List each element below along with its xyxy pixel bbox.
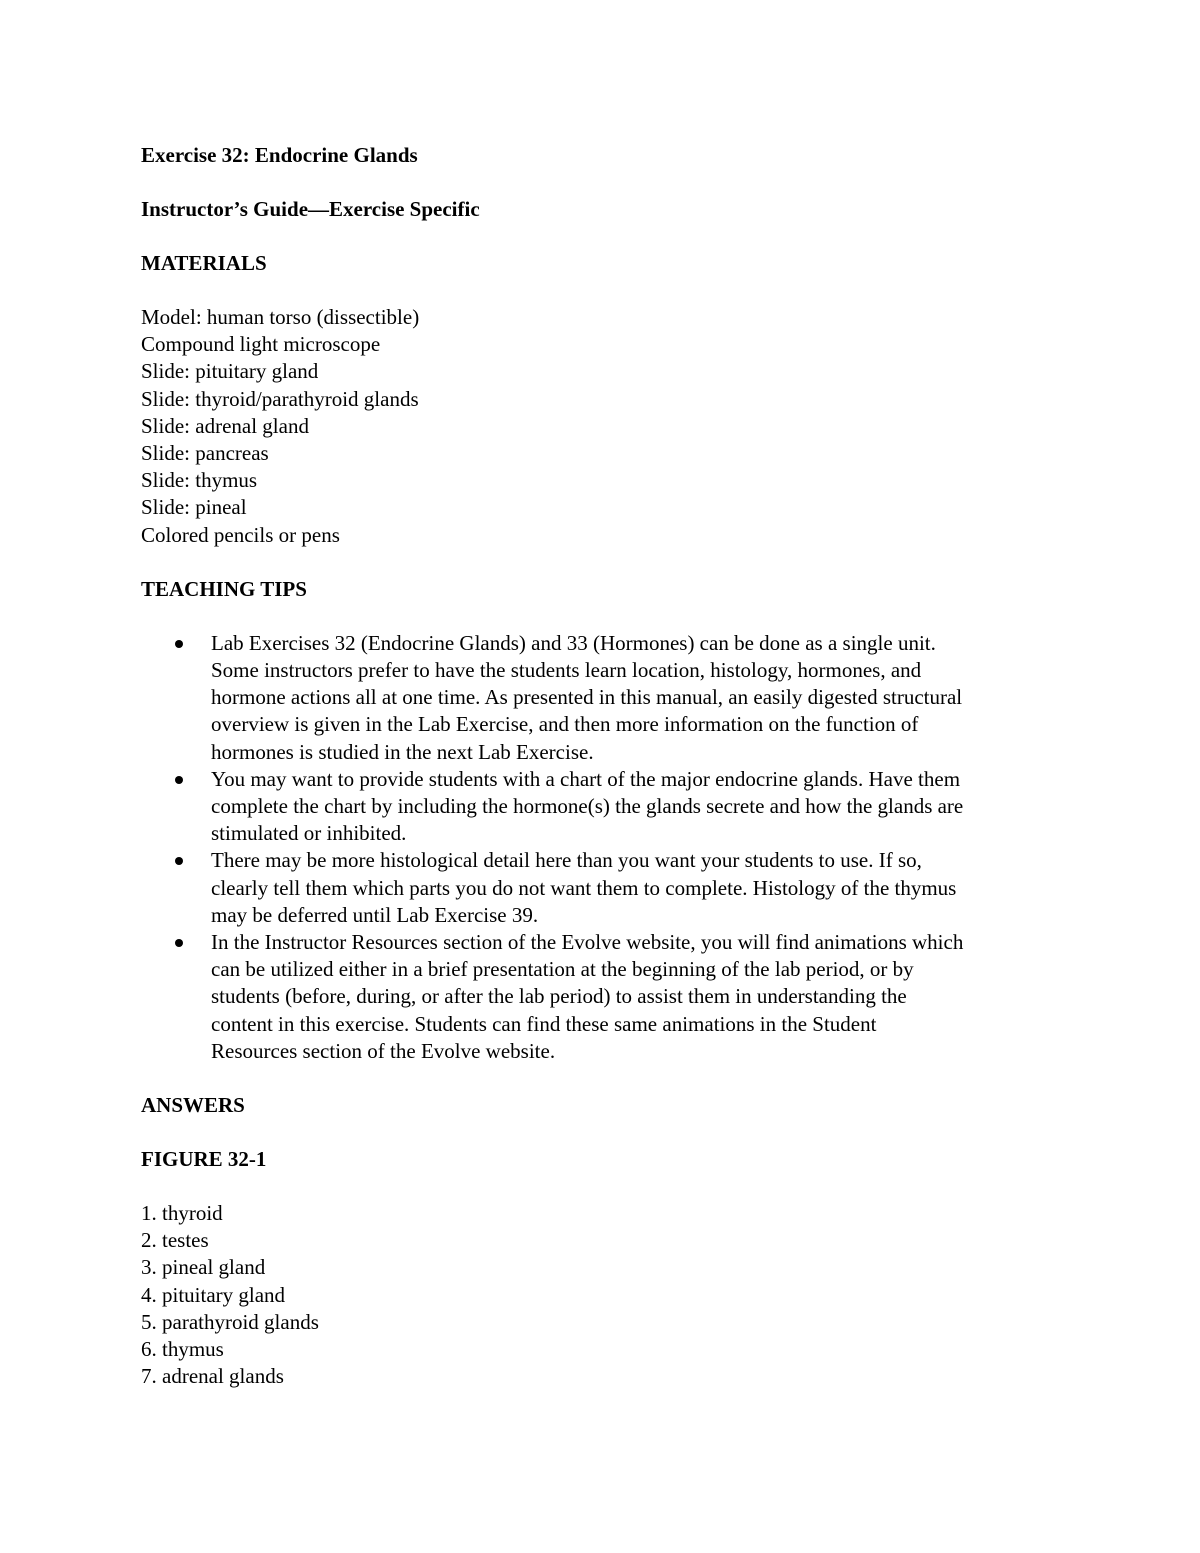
tip-line: hormone actions all at one time. As presented in this manual, an easily digested structural: [211, 685, 963, 710]
document-page: [141, 142, 1081, 1391]
bullet-icon: [175, 640, 183, 648]
materials-item: Slide: thyroid/parathyroid glands: [141, 386, 419, 411]
tip-line: Resources section of the Evolve website.: [211, 1038, 556, 1063]
tip-line: content in this exercise. Students can find these same animations in the Student: [211, 1011, 877, 1036]
teaching-tips-list: [141, 630, 1081, 1065]
answer-item: 4. pituitary gland: [141, 1282, 286, 1307]
teaching-tips-heading: TEACHING TIPS: [141, 576, 307, 601]
answer-item: 2. testes: [141, 1228, 209, 1253]
page-title: Exercise 32: Endocrine Glands: [141, 143, 418, 167]
answer-item: 6. thymus: [141, 1337, 224, 1362]
bullet-icon: [175, 776, 183, 784]
materials-item: Model: human torso (dissectible): [141, 305, 420, 329]
list-item: [141, 929, 1071, 1065]
tip-line: There may be more histological detail here than you want your students to use. If so,: [211, 848, 922, 873]
list-item: [141, 630, 1071, 766]
tip-line: Some instructors prefer to have the students learn location, histology, hormones, and: [211, 658, 922, 683]
materials-list: [141, 304, 1081, 549]
answer-item: 7. adrenal glands: [141, 1364, 284, 1389]
answers-list: [141, 1200, 1081, 1390]
figure-heading: FIGURE 32-1: [141, 1147, 267, 1172]
materials-item: Colored pencils or pens: [141, 522, 340, 547]
answer-item: 5. parathyroid glands: [141, 1309, 319, 1334]
bullet-icon: [175, 939, 183, 947]
tip-line: may be deferred until Lab Exercise 39.: [211, 902, 539, 927]
tip-line: Lab Exercises 32 (Endocrine Glands) and 33 (Hormones) can be done as a single unit.: [211, 630, 936, 655]
tip-line: clearly tell them which parts you do not want them to complete. Histology of the thymus: [211, 875, 957, 900]
materials-item: Slide: pineal: [141, 495, 247, 520]
materials-item: Slide: thymus: [141, 468, 258, 493]
bullet-icon: [175, 857, 183, 865]
list-item: [141, 847, 1071, 929]
tip-line: hormones is studied in the next Lab Exercise.: [211, 739, 594, 764]
tip-line: overview is given in the Lab Exercise, and then more information on the function of: [211, 712, 919, 737]
list-item: [141, 766, 1071, 848]
tip-line: You may want to provide students with a chart of the major endocrine glands. Have them: [211, 766, 961, 791]
materials-item: Compound light microscope: [141, 332, 381, 357]
answer-item: 1. thyroid: [141, 1201, 223, 1226]
answers-heading: ANSWERS: [141, 1093, 245, 1118]
tip-line: complete the chart by including the hormone(s) the glands secrete and how the glands are: [211, 794, 964, 819]
answer-item: 3. pineal gland: [141, 1255, 266, 1280]
materials-heading: MATERIALS: [141, 251, 267, 275]
materials-item: Slide: pituitary gland: [141, 359, 319, 384]
tip-line: students (before, during, or after the lab period) to assist them in understanding the: [211, 984, 907, 1009]
tip-line: can be utilized either in a brief presentation at the beginning of the lab period, or by: [211, 957, 914, 982]
materials-item: Slide: adrenal gland: [141, 413, 309, 438]
tip-line: In the Instructor Resources section of the Evolve website, you will find animations which: [211, 930, 964, 955]
materials-item: Slide: pancreas: [141, 441, 269, 466]
tip-line: stimulated or inhibited.: [211, 821, 407, 846]
page-subtitle: Instructor’s Guide—Exercise Specific: [141, 197, 480, 221]
